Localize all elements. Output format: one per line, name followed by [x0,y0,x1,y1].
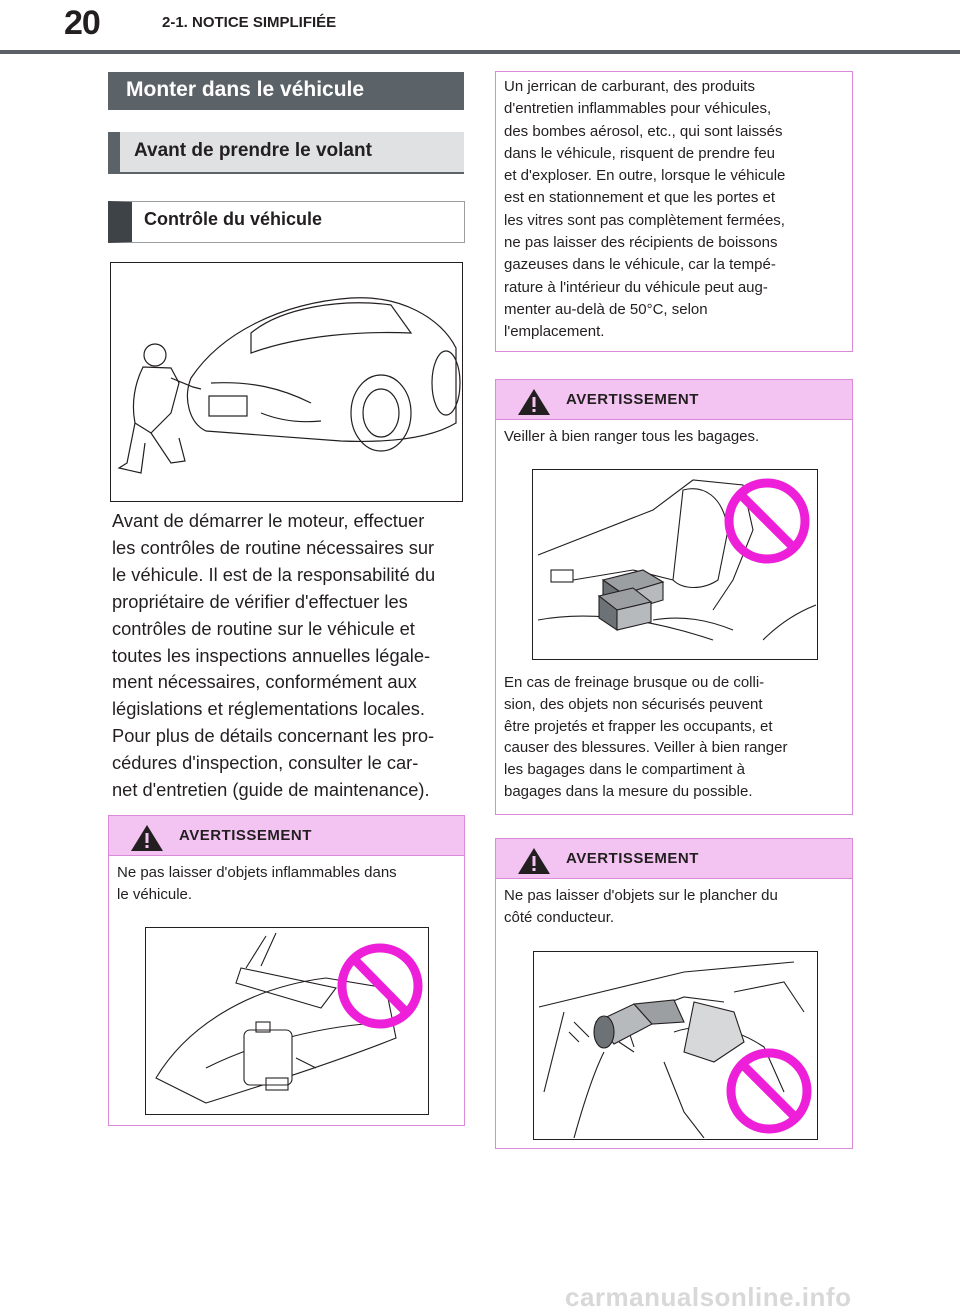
warning-line: bagages dans la mesure du possible. [504,782,753,800]
warning-triangle-icon [129,823,165,853]
warning-line: En cas de freinage brusque ou de colli- [504,674,765,691]
warning-label: AVERTISSEMENT [566,391,699,408]
page-number: 20 [64,4,100,42]
body-line: cédures d'inspection, consulter le car- [112,752,419,774]
warning-line: causer des blessures. Veiller à bien ranger [504,739,788,757]
warning-line: être projetés et frapper les occupants, et [504,717,773,735]
warning-text [496,879,852,929]
note-line: dans le véhicule, risquent de prendre feu [504,144,776,162]
section-title: 2-1. NOTICE SIMPLIFIÉE [162,14,337,31]
warning-line: Ne pas laisser d'objets sur le plancher du [504,887,778,904]
note-line: menter au-delà de 50°C, selon [504,300,708,318]
warning-box-luggage [495,379,853,815]
body-line: Pour plus de détails concernant les pro- [112,725,435,747]
note-line: et d'exploser. En outre, lorsque le véhicule [504,167,786,185]
heading-main: Monter dans le véhicule [108,72,464,110]
body-line: propriétaire de vérifier d'effectuer les [112,590,408,612]
note-line: Un jerrican de carburant, des produits [504,78,755,95]
warning-line: les bagages dans le compartiment à [504,761,745,779]
note-line: les vitres sont pas complètement fermées, [504,211,785,229]
note-line: gazeuses dans le véhicule, car la tempé- [504,256,776,274]
body-line: contrôles de routine sur le véhicule et [112,617,415,639]
prohibition-icon [731,1053,807,1129]
warning-header [496,380,852,420]
body-line: Avant de démarrer le moteur, effectuer [112,510,425,531]
warning-header [496,839,852,879]
warning-label: AVERTISSEMENT [566,850,699,867]
body-line: toutes les inspections annuelles légale- [112,644,431,666]
warning-line: Ne pas laisser d'objets inflammables dans [117,864,397,881]
warning-text [496,672,868,803]
body-line: ment nécessaires, conformément aux [112,671,417,693]
note-line: d'entretien inflammables pour véhicules, [504,100,772,118]
body-text [112,508,472,804]
warning-line: le véhicule. [117,885,193,903]
body-line: le véhicule. Il est de la responsabilité du [112,563,436,585]
warning-triangle-icon [516,846,552,876]
body-line: législations et réglementations locales. [112,698,425,720]
warning-box-floor [495,838,853,1149]
warning-text [109,856,464,906]
warning-label: AVERTISSEMENT [179,827,312,844]
trunk-jerrican-illustration [145,927,429,1115]
warning-line: sion, des objets non sécurisés peuvent [504,695,763,713]
note-line: des bombes aérosol, etc., qui sont laissés [504,122,783,140]
warning-text-top: Veiller à bien ranger tous les bagages. [504,428,760,445]
note-text [504,76,844,344]
body-line: net d'entretien (guide de maintenance). [112,779,430,801]
prohibition-icon [729,483,805,559]
note-line: l'emplacement. [504,323,605,341]
note-line: est en stationnement et que les portes et [504,189,776,207]
warning-triangle-icon [516,387,552,417]
note-line: ne pas laisser des récipients de boissons [504,234,778,252]
warning-line: côté conducteur. [504,908,615,926]
heading-sub: Avant de prendre le volant [108,132,464,174]
vehicle-inspection-illustration [110,262,463,502]
luggage-seat-illustration [532,469,818,660]
warning-header [109,816,464,856]
note-box [495,71,853,352]
watermark: carmanualsonline.info [565,1282,852,1312]
header-rule [0,50,960,54]
heading-subsub: Contrôle du véhicule [108,201,465,243]
body-line: les contrôles de routine nécessaires sur [112,536,435,558]
note-line: rature à l'intérieur du véhicule peut aug- [504,278,768,296]
prohibition-icon [342,948,418,1024]
warning-box-flammables [108,815,465,1126]
driver-floor-illustration [533,951,818,1140]
